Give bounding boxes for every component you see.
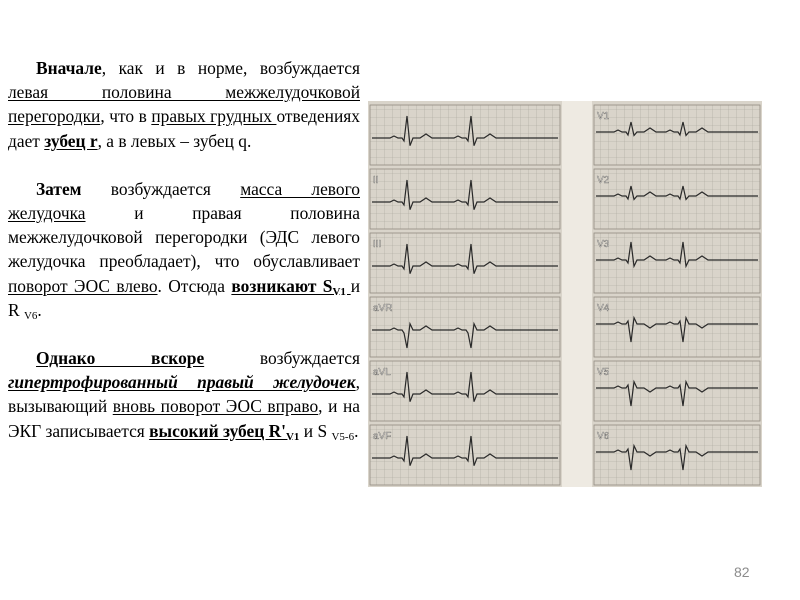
ecg-strip bbox=[594, 105, 760, 165]
paragraph-3: Однако вскоре возбуждается гипертрофированный правый желудочек, вызывающий вновь поворот ЭОС вправо, и на ЭКГ записывается высокий зубец $R'_{V1}$ и S $_{V5-6}$. bbox=[8, 348, 360, 443]
paragraph-1: Вначале, как и в норме, возбуждается левая половина межжелудочковой перегородки, что в правых грудных отведениях дает зубец r, а в левых – зубец q. bbox=[8, 58, 360, 151]
ecg-strips bbox=[368, 101, 762, 487]
paragraph-2: Затем возбуждается масса левого желудочка и правая половина межжелудочковой перегородки (ЭДС левого желудочка преобладает), что обуславливает поворот ЭОС влево. Отсюда возникают $S_{V1}$ и R $_{V6}$. bbox=[8, 178, 360, 322]
lead-label: III bbox=[373, 239, 382, 250]
ecg-strip bbox=[370, 361, 560, 421]
lead-label: aVF bbox=[373, 431, 392, 442]
lead-label: V3 bbox=[597, 239, 610, 250]
term-however: Однако вскоре bbox=[36, 348, 205, 369]
ecg-strip bbox=[594, 361, 760, 421]
ecg-strip bbox=[370, 297, 560, 357]
ecg-strip bbox=[594, 425, 760, 485]
term-then: Затем bbox=[36, 178, 82, 199]
slide-text bbox=[8, 56, 360, 443]
term-first: Вначале bbox=[36, 58, 102, 78]
ecg-image bbox=[368, 101, 762, 487]
ecg-strip bbox=[370, 233, 560, 293]
ecg-strip bbox=[594, 169, 760, 229]
ecg-strip bbox=[594, 233, 760, 293]
ecg-strip bbox=[370, 169, 560, 229]
ecg-strip bbox=[594, 297, 760, 357]
ecg-strip bbox=[370, 425, 560, 485]
lead-label: V4 bbox=[597, 303, 610, 314]
ecg-strip bbox=[370, 105, 560, 165]
lead-label: V2 bbox=[597, 175, 610, 186]
lead-label: V5 bbox=[597, 367, 610, 378]
lead-label: V6 bbox=[597, 431, 610, 442]
lead-label: aVL bbox=[373, 367, 391, 378]
lead-label: V1 bbox=[597, 111, 610, 122]
lead-label: II bbox=[373, 175, 379, 186]
term-wave-r: зубец r bbox=[44, 130, 98, 151]
page-number: 82 bbox=[734, 564, 750, 580]
lead-label: aVR bbox=[373, 303, 393, 314]
